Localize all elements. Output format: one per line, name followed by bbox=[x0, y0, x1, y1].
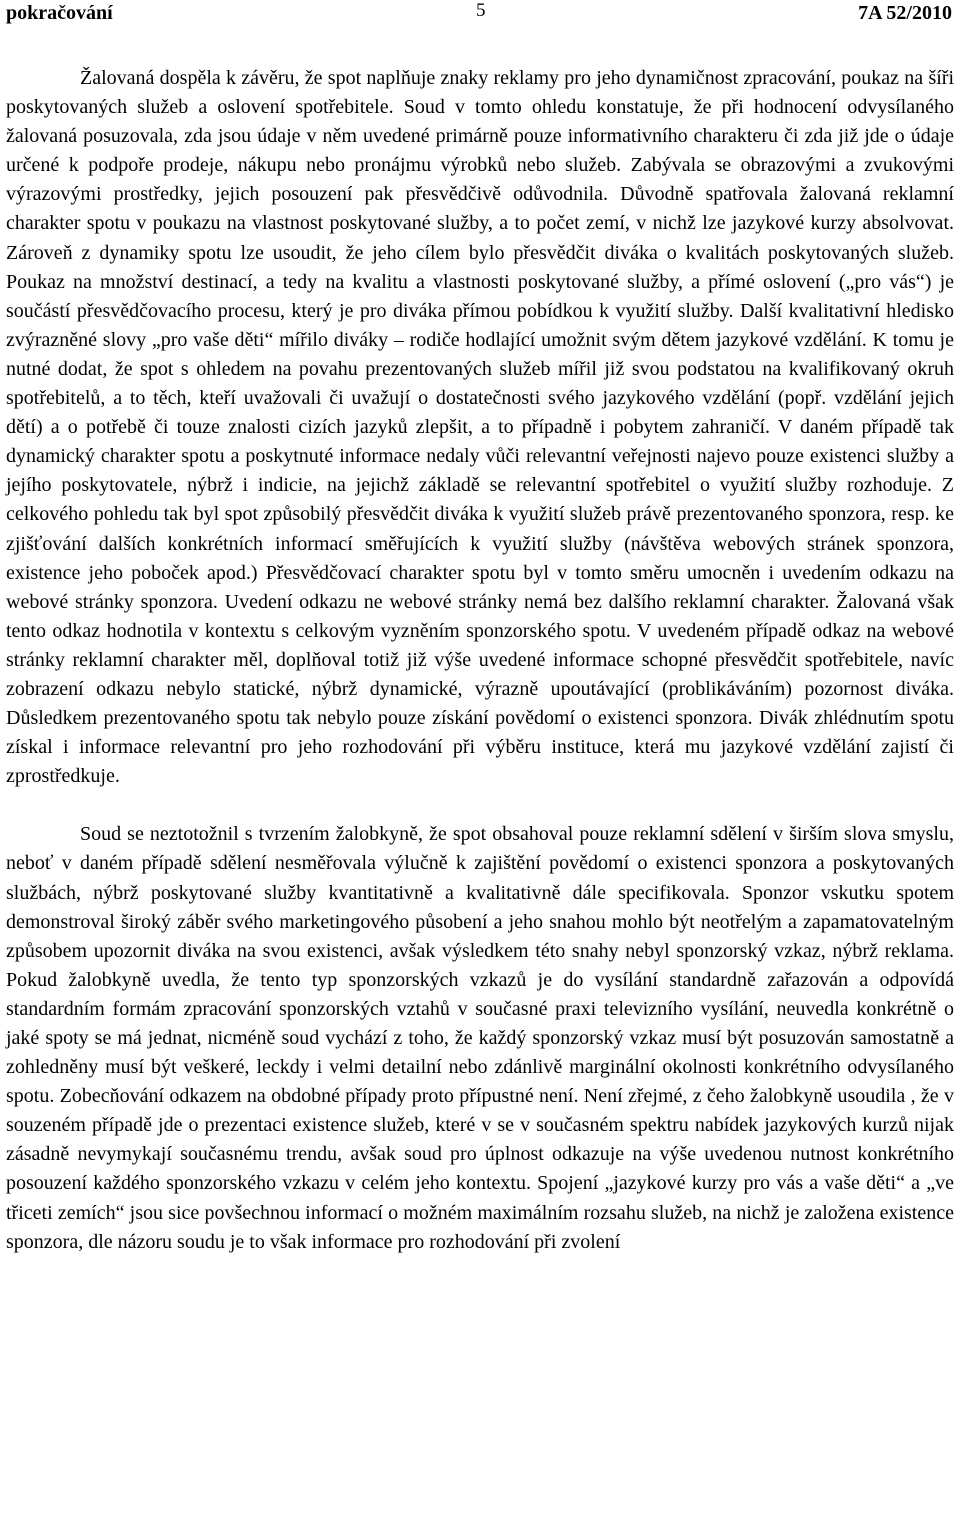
header-continuation-label: pokračování bbox=[6, 2, 113, 24]
paragraph-spacer bbox=[6, 791, 954, 820]
paragraph-2: Soud se neztotožnil s tvrzením žalobkyně, že spot obsahoval pouze reklamní sdělení v širším slova smyslu, neboť v daném případě sdělení nesměřovala výlučně k zajištění povědomí o existenci sponzora a poskytovaných službách, nýbrž poskytované služby kvantitativně a kvalitativně dále specifikovala. Sponzor vskutku spotem demonstroval široký záběr svého marketingového působení a jeho snahou mohlo být neotřelým a zapamatovatelným způsobem upozornit diváka na svou existenci, avšak výsledkem této snahy nebyl sponzorský vzkaz, nýbrž reklama. Pokud žalobkyně uvedla, že tento typ sponzorských vzkazů je do vysílání standardně zařazován a odpovídá standardním formám zpracování sponzorských vztahů v současné praxi televizního vysílání, neuvedla konkrétně o jaké spoty se má jednat, nicméně soud vychází z toho, že každý sponzorský vzkaz musí být posuzován samostatně a zohledněny musí být veškeré, leckdy i velmi detailní nebo zdánlivě marginální okolnosti konkrétního odvysílaného spotu. Zobecňování odkazem na obdobné případy proto přípustné není. Není zřejmé, z čeho žalobkyně usoudila , že v souzeném případě jde o prezentaci existence služeb, které v se v současném spektru nabídek jazykových kurzů nijak zásadně nevymykají současnému trendu, avšak soud pro úplnost odkazuje na výše uvedenou nutnost konkrétního posouzení každého sponzorského vzkazu v celém jeho kontextu. Spojení „jazykové kurzy pro vás a vaše děti“ a „ve třiceti zemích“ jsou sice povšechnou informací o možném maximálním rozsahu služeb, na nichž je založena existence sponzora, dle názoru soudu je to však informace pro rozhodování při zvolení bbox=[6, 823, 954, 1253]
page-number: 5 bbox=[476, 0, 486, 21]
case-number: 7A 52/2010 bbox=[858, 2, 952, 24]
document-body bbox=[6, 64, 954, 1257]
page-header bbox=[0, 0, 960, 30]
paragraph-1: Žalovaná dospěla k závěru, že spot naplňuje znaky reklamy pro jeho dynamičnost zpracování, poukaz na šíři poskytovaných služeb a oslovení spotřebitele. Soud v tomto ohledu konstatuje, že při hodnocení odvysílaného žalovaná posuzovala, zda jsou údaje v něm uvedené primárně pouze informativního charakteru či zda již jde o údaje určené k podpoře prodeje, nákupu nebo pronájmu výrobků nebo služeb. Zabývala se obrazovými a zvukovými výrazovými prostředky, jejich posouzení pak přesvědčivě odůvodnila. Důvodně spatřovala žalovaná reklamní charakter spotu v poukazu na vlastnost poskytované služby, a to počet zemí, v nichž lze jazykové kurzy absolvovat. Zároveň z dynamiky spotu lze usoudit, že jeho cílem bylo přesvědčit diváka o kvalitách poskytovaných služeb. Poukaz na množství destinací, a tedy na kvalitu a vlastnosti poskytované služby, a přímé oslovení („pro vás“) je součástí přesvědčovacího procesu, který je pro diváka přímou pobídkou k využití služby. Další kvalitativní hledisko zvýrazněné slovy „pro vaše děti“ mířilo diváky – rodiče hodlající umožnit svým dětem jazykové vzdělání. K tomu je nutné dodat, že spot s ohledem na povahu prezentovaných služeb mířil již svou podstatou na kvalifikovaný okruh spotřebitelů, a to těch, kteří uvažovali či uvažují o dostatečnosti svého jazykového vzdělání (popř. vzdělání jejich dětí) a o potřebě či touze znalosti cizích jazyků zlepšit, a to případně i pobytem zahraničí. V daném případě tak dynamický charakter spotu a poskytnuté informace nedaly vůči relevantní veřejnosti najevo pouze existenci služby a jejího poskytovatele, nýbrž i indicie, na jejichž základě se relevantní spotřebitel o využití služby rozhoduje. Z celkového pohledu tak byl spot způsobilý přesvědčit diváka k využití služeb právě prezentovaného sponzora, resp. ke zjišťování dalších konkrétních informací směřujících k využití služby (návštěva webových stránek sponzora, existence jeho poboček apod.) Přesvědčovací charakter spotu byl v tomto směru umocněn i uvedením odkazu na webové stránky sponzora. Uvedení odkazu ne webové stránky nemá bez dalšího reklamní charakter. Žalovaná však tento odkaz hodnotila v kontextu s celkovým vyzněním sponzorského spotu. V uvedeném případě odkaz na webové stránky reklamní charakter měl, doplňoval totiž již výše uvedené informace schopné přesvědčit spotřebitele, navíc zobrazení odkazu nebylo statické, nýbrž dynamické, výrazně upoutávající (problikáváním) pozornost diváka. Důsledkem prezentovaného spotu tak nebylo pouze získání povědomí o existenci sponzora. Divák zhlédnutím spotu získal i informace relevantní pro jeho rozhodování při výběru instituce, která mu jazykové vzdělání zajistí či zprostředkuje. bbox=[6, 67, 954, 788]
